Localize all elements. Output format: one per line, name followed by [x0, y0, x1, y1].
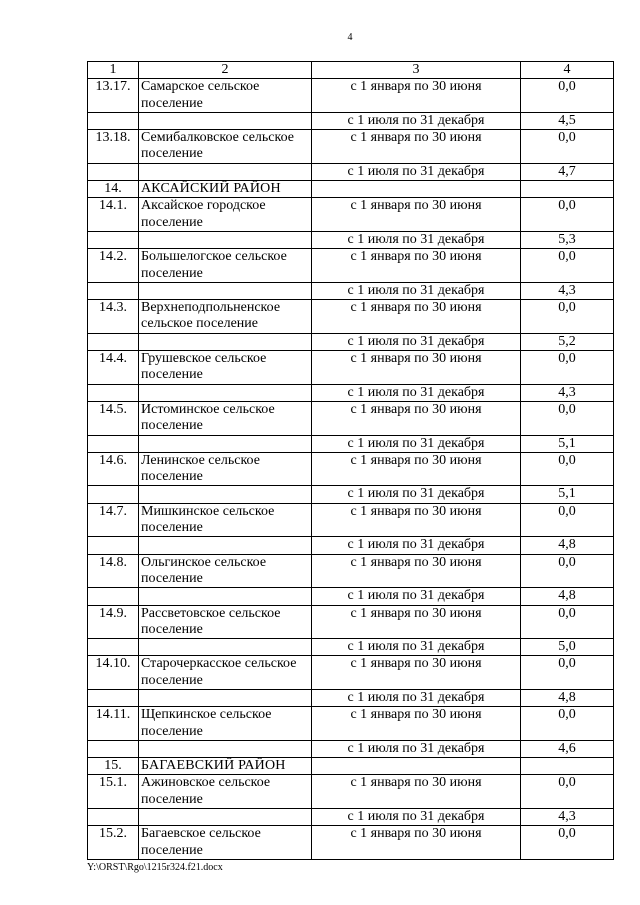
table-row [88, 384, 614, 401]
period-cell: с 1 июля по 31 декабря [312, 689, 521, 706]
table-row [88, 775, 614, 809]
period-cell: с 1 июля по 31 декабря [312, 486, 521, 503]
period-cell: с 1 января по 30 июня [312, 351, 521, 385]
settlement-name-cell: Семибалковское сельское поселение [139, 130, 312, 164]
period-cell: с 1 июля по 31 декабря [312, 588, 521, 605]
value-cell: 0,0 [521, 605, 614, 639]
period-cell: с 1 января по 30 июня [312, 775, 521, 809]
settlement-name-cell: Верхнеподпольненское сельское поселение [139, 300, 312, 334]
period-cell: с 1 июля по 31 декабря [312, 740, 521, 757]
row-number-cell [88, 384, 139, 401]
period-cell: с 1 января по 30 июня [312, 826, 521, 860]
settlement-name-cell: БАГАЕВСКИЙ РАЙОН [139, 758, 312, 775]
settlement-name-cell [139, 486, 312, 503]
value-cell: 5,0 [521, 639, 614, 656]
table-row [88, 689, 614, 706]
period-cell: с 1 января по 30 июня [312, 707, 521, 741]
value-cell: 0,0 [521, 775, 614, 809]
settlement-name-cell: Старочеркасское сельское поселение [139, 656, 312, 690]
row-number-cell: 14.7. [88, 503, 139, 537]
period-cell [312, 181, 521, 198]
row-number-cell: 14.2. [88, 249, 139, 283]
table-row [88, 588, 614, 605]
period-cell: с 1 января по 30 июня [312, 300, 521, 334]
table-row [88, 351, 614, 385]
settlement-name-cell [139, 537, 312, 554]
settlement-name-cell [139, 588, 312, 605]
settlement-name-cell [139, 112, 312, 129]
row-number-cell [88, 809, 139, 826]
table-body [88, 62, 614, 860]
settlement-name-cell [139, 384, 312, 401]
header-cell-2: 2 [139, 62, 312, 79]
value-cell [521, 181, 614, 198]
period-cell: с 1 июля по 31 декабря [312, 435, 521, 452]
settlement-name-cell [139, 639, 312, 656]
row-number-cell [88, 435, 139, 452]
row-number-cell: 15. [88, 758, 139, 775]
tariff-table [87, 61, 614, 860]
table-row [88, 401, 614, 435]
row-number-cell [88, 588, 139, 605]
settlement-name-cell [139, 809, 312, 826]
settlement-name-cell: Истоминское сельское поселение [139, 401, 312, 435]
settlement-name-cell [139, 231, 312, 248]
table-row [88, 554, 614, 588]
period-cell: с 1 июля по 31 декабря [312, 231, 521, 248]
value-cell [521, 758, 614, 775]
table-row [88, 163, 614, 180]
value-cell: 0,0 [521, 503, 614, 537]
row-number-cell [88, 163, 139, 180]
value-cell: 4,3 [521, 384, 614, 401]
header-cell-1: 1 [88, 62, 139, 79]
value-cell: 0,0 [521, 826, 614, 860]
period-cell: с 1 января по 30 июня [312, 656, 521, 690]
period-cell [312, 758, 521, 775]
row-number-cell: 14.6. [88, 452, 139, 486]
period-cell: с 1 июля по 31 декабря [312, 809, 521, 826]
period-cell: с 1 января по 30 июня [312, 605, 521, 639]
period-cell: с 1 июля по 31 декабря [312, 163, 521, 180]
value-cell: 0,0 [521, 554, 614, 588]
table-row [88, 112, 614, 129]
row-number-cell: 14.4. [88, 351, 139, 385]
district-row [88, 181, 614, 198]
row-number-cell [88, 333, 139, 350]
row-number-cell: 13.18. [88, 130, 139, 164]
settlement-name-cell: Рассветовское сельское поселение [139, 605, 312, 639]
value-cell: 5,2 [521, 333, 614, 350]
row-number-cell [88, 231, 139, 248]
table-row [88, 639, 614, 656]
table-row [88, 740, 614, 757]
settlement-name-cell: Мишкинское сельское поселение [139, 503, 312, 537]
table-header-row [88, 62, 614, 79]
row-number-cell: 15.1. [88, 775, 139, 809]
value-cell: 5,3 [521, 231, 614, 248]
value-cell: 5,1 [521, 486, 614, 503]
period-cell: с 1 января по 30 июня [312, 79, 521, 113]
value-cell: 4,8 [521, 537, 614, 554]
period-cell: с 1 января по 30 июня [312, 401, 521, 435]
table-row [88, 809, 614, 826]
page-number: 4 [347, 32, 353, 43]
value-cell: 0,0 [521, 351, 614, 385]
value-cell: 4,8 [521, 689, 614, 706]
value-cell: 0,0 [521, 452, 614, 486]
settlement-name-cell: Щепкинское сельское поселение [139, 707, 312, 741]
period-cell: с 1 июля по 31 декабря [312, 333, 521, 350]
row-number-cell: 14.3. [88, 300, 139, 334]
table-row [88, 605, 614, 639]
table-row [88, 452, 614, 486]
row-number-cell: 14.11. [88, 707, 139, 741]
period-cell: с 1 января по 30 июня [312, 554, 521, 588]
settlement-name-cell: Самарское сельское поселение [139, 79, 312, 113]
row-number-cell: 14.8. [88, 554, 139, 588]
row-number-cell [88, 537, 139, 554]
period-cell: с 1 января по 30 июня [312, 130, 521, 164]
settlement-name-cell: Аксайское городское поселение [139, 198, 312, 232]
table-row [88, 282, 614, 299]
header-cell-3: 3 [312, 62, 521, 79]
settlement-name-cell: Ажиновское сельское поселение [139, 775, 312, 809]
table-row [88, 300, 614, 334]
row-number-cell [88, 112, 139, 129]
period-cell: с 1 июля по 31 декабря [312, 639, 521, 656]
value-cell: 0,0 [521, 300, 614, 334]
period-cell: с 1 июля по 31 декабря [312, 384, 521, 401]
settlement-name-cell [139, 282, 312, 299]
footer-file-path: Y:\ORST\Rgo\1215r324.f21.docx [87, 862, 223, 873]
value-cell: 4,8 [521, 588, 614, 605]
table-row [88, 198, 614, 232]
row-number-cell [88, 282, 139, 299]
row-number-cell [88, 639, 139, 656]
settlement-name-cell: Ленинское сельское поселение [139, 452, 312, 486]
settlement-name-cell: Грушевское сельское поселение [139, 351, 312, 385]
settlement-name-cell: Багаевское сельское поселение [139, 826, 312, 860]
settlement-name-cell [139, 435, 312, 452]
period-cell: с 1 января по 30 июня [312, 452, 521, 486]
value-cell: 5,1 [521, 435, 614, 452]
row-number-cell: 14. [88, 181, 139, 198]
settlement-name-cell [139, 740, 312, 757]
value-cell: 0,0 [521, 130, 614, 164]
value-cell: 0,0 [521, 707, 614, 741]
settlement-name-cell [139, 163, 312, 180]
settlement-name-cell: Ольгинское сельское поселение [139, 554, 312, 588]
table-row [88, 333, 614, 350]
row-number-cell: 14.9. [88, 605, 139, 639]
table-row [88, 707, 614, 741]
table-row [88, 435, 614, 452]
settlement-name-cell: Большелогское сельское поселение [139, 249, 312, 283]
settlement-name-cell: АКСАЙСКИЙ РАЙОН [139, 181, 312, 198]
table-row [88, 503, 614, 537]
row-number-cell: 15.2. [88, 826, 139, 860]
period-cell: с 1 января по 30 июня [312, 503, 521, 537]
table-row [88, 826, 614, 860]
value-cell: 4,6 [521, 740, 614, 757]
value-cell: 4,5 [521, 112, 614, 129]
row-number-cell: 14.10. [88, 656, 139, 690]
period-cell: с 1 января по 30 июня [312, 249, 521, 283]
table-row [88, 537, 614, 554]
table-row [88, 249, 614, 283]
row-number-cell [88, 740, 139, 757]
value-cell: 0,0 [521, 656, 614, 690]
period-cell: с 1 июля по 31 декабря [312, 537, 521, 554]
row-number-cell: 14.5. [88, 401, 139, 435]
value-cell: 0,0 [521, 198, 614, 232]
value-cell: 0,0 [521, 79, 614, 113]
value-cell: 4,3 [521, 282, 614, 299]
row-number-cell [88, 486, 139, 503]
period-cell: с 1 января по 30 июня [312, 198, 521, 232]
value-cell: 0,0 [521, 249, 614, 283]
row-number-cell: 14.1. [88, 198, 139, 232]
row-number-cell [88, 689, 139, 706]
table-row [88, 130, 614, 164]
value-cell: 0,0 [521, 401, 614, 435]
table-row [88, 231, 614, 248]
settlement-name-cell [139, 689, 312, 706]
value-cell: 4,3 [521, 809, 614, 826]
table-row [88, 656, 614, 690]
period-cell: с 1 июля по 31 декабря [312, 282, 521, 299]
table-row [88, 486, 614, 503]
header-cell-4: 4 [521, 62, 614, 79]
settlement-name-cell [139, 333, 312, 350]
table-row [88, 79, 614, 113]
row-number-cell: 13.17. [88, 79, 139, 113]
district-row [88, 758, 614, 775]
period-cell: с 1 июля по 31 декабря [312, 112, 521, 129]
value-cell: 4,7 [521, 163, 614, 180]
